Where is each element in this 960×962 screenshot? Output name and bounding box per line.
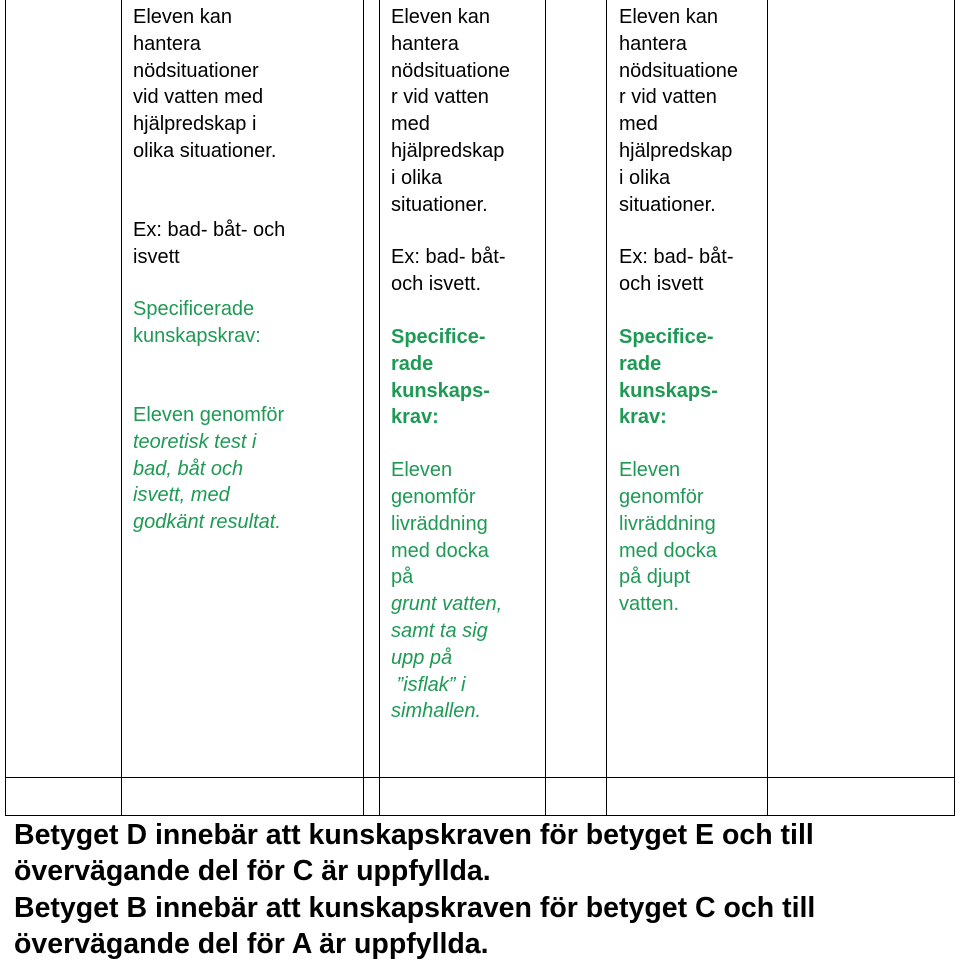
cell-spec-heading (133, 296, 361, 350)
text-line: upp på (391, 646, 453, 669)
text-line: och isvett (619, 273, 704, 296)
text-line: situationer. (619, 193, 716, 216)
text-line: samt ta sig (391, 619, 488, 642)
text-line: hantera (619, 32, 687, 55)
text-line: olika situationer. (133, 139, 277, 162)
cell-intro (133, 4, 361, 165)
text-line: hantera (391, 32, 459, 55)
text-line: nödsituatione (619, 59, 738, 82)
cell-spec-heading (619, 324, 765, 431)
text-line: med docka (619, 539, 717, 562)
text-line: Eleven kan (133, 6, 232, 28)
text-line: i olika (391, 166, 443, 189)
text-line: Specifice- (619, 325, 714, 348)
text-line: r vid vatten (619, 86, 717, 109)
table-divider-3 (379, 0, 380, 815)
summary-line: övervägande del för A är uppfyllda. (14, 927, 489, 960)
text-line: nödsituatione (391, 59, 510, 82)
cell-example (619, 244, 765, 298)
text-line: teoretisk test i (133, 430, 257, 453)
text-line: och isvett. (391, 273, 482, 296)
text-line: isvett (133, 245, 180, 268)
table-divider-6 (767, 0, 768, 815)
cell-spec-text (133, 402, 361, 536)
text-line: livräddning (391, 512, 488, 535)
text-line: bad, båt och (133, 457, 244, 480)
table-border-left (5, 0, 6, 815)
table-row-separator (5, 777, 955, 778)
cell-example (133, 217, 361, 271)
text-line: Eleven kan (619, 6, 718, 28)
text-line: livräddning (619, 512, 716, 535)
summary-line: Betyget D innebär att kunskapskraven för betyget E och till (14, 819, 814, 851)
text-line: hantera (133, 32, 201, 55)
grade-summary (14, 817, 954, 962)
text-line: kunskapskrav: (133, 325, 261, 348)
cell-spec-heading (391, 324, 543, 431)
text-line: kunskaps- (391, 379, 490, 402)
text-line: vatten. (619, 593, 680, 616)
text-line: grunt vatten, (391, 593, 503, 616)
cell-spec-text (619, 457, 765, 618)
text-line: hjälpredskap (391, 139, 505, 162)
text-line: Specifice- (391, 325, 486, 348)
summary-line: Betyget B innebär att kunskapskraven för betyget C och till (14, 891, 816, 924)
text-line: rade (619, 352, 662, 375)
table-divider-5 (606, 0, 607, 815)
table-border-bottom (5, 815, 955, 816)
cell-spec-text (391, 457, 543, 725)
text-line: Eleven kan (391, 6, 490, 28)
text-line: med (391, 113, 430, 136)
summary-line: övervägande del för C är uppfyllda. (14, 855, 491, 888)
text-line: situationer. (391, 193, 488, 216)
table-divider-4 (545, 0, 546, 815)
text-line: simhallen. (391, 700, 482, 723)
criteria-cell-c (391, 4, 543, 725)
criteria-cell-e (133, 4, 361, 536)
text-line: på djupt (619, 566, 691, 589)
text-line: genomför (619, 485, 704, 508)
text-line: godkänt resultat. (133, 511, 281, 534)
table-divider-1 (121, 0, 122, 815)
criteria-cell-a (619, 4, 765, 618)
text-line: Specificerade (133, 298, 255, 321)
text-line: vid vatten med (133, 86, 264, 109)
text-line: kunskaps- (619, 379, 718, 402)
text-line: nödsituationer (133, 59, 259, 82)
text-line: rade (391, 352, 434, 375)
cell-intro (619, 4, 765, 218)
cell-example (391, 244, 543, 298)
text-line: krav: (391, 406, 439, 429)
text-line: hjälpredskap i (133, 113, 257, 136)
text-line: Eleven (619, 459, 681, 482)
text-line: Ex: bad- båt- och (133, 218, 286, 241)
text-line: genomför (391, 485, 476, 508)
text-line: krav: (619, 406, 667, 429)
text-line: på (391, 566, 414, 589)
text-line: isvett, med (133, 484, 230, 507)
text-line: med (619, 113, 658, 136)
text-line: Ex: bad- båt- (619, 246, 734, 269)
text-line: Eleven (391, 459, 453, 482)
table-border-right (954, 0, 955, 815)
text-line: hjälpredskap (619, 139, 733, 162)
text-line: Eleven genomför (133, 403, 285, 426)
text-line: med docka (391, 539, 489, 562)
table-divider-2 (363, 0, 364, 815)
text-line: r vid vatten (391, 86, 489, 109)
cell-intro (391, 4, 543, 218)
text-line: Ex: bad- båt- (391, 246, 506, 269)
text-line: i olika (619, 166, 671, 189)
text-line: ”isflak” i (391, 673, 466, 696)
